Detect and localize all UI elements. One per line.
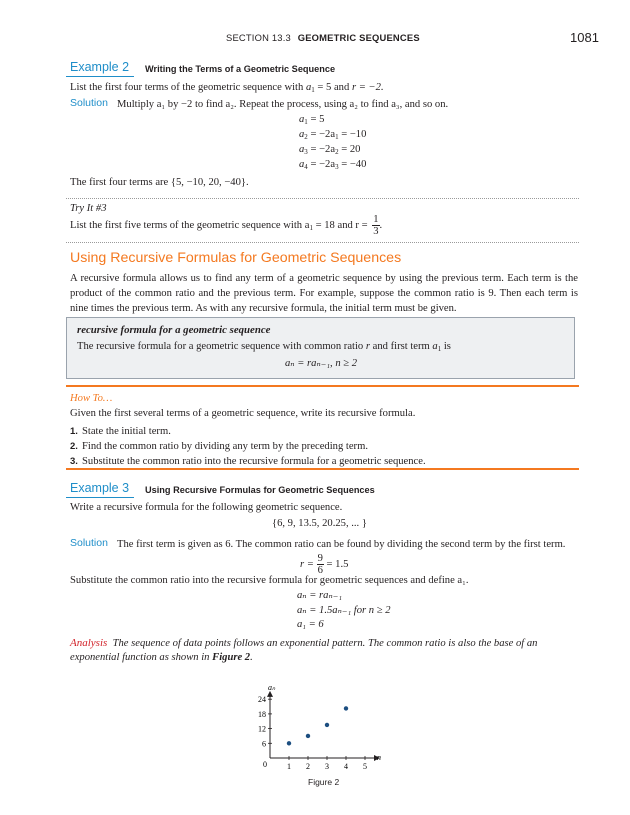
header-section-title: GEOMETRIC SEQUENCES <box>297 32 420 43</box>
example3-label: Example 3 <box>70 481 130 495</box>
example2-underline <box>66 76 134 77</box>
example3-formula-3: a₁ = 6 <box>297 619 324 630</box>
howto-top-rule <box>66 385 579 387</box>
tryit-bottom-divider <box>66 242 579 243</box>
example3-underline <box>66 497 134 498</box>
x-tick-label: 4 <box>344 762 348 771</box>
example2-line-2: $a_2 = -2a_1 = -10$ <box>299 129 367 141</box>
howto-step: 2. Find the common ratio by dividing any term by the preceding term. <box>70 441 368 452</box>
y-tick-label: 6 <box>262 739 266 749</box>
example2-line-3: $a_3 = -2a_2 = 20$ <box>299 144 361 156</box>
tryit-label: Try It #3 <box>70 203 107 214</box>
example2-line-4: $a_4 = -2a_3 = -40$ <box>299 159 367 171</box>
data-point <box>344 706 348 710</box>
x-axis-label: n <box>377 753 381 762</box>
howto-label: How To… <box>70 393 113 404</box>
data-point <box>306 734 310 738</box>
example3-formula-1: aₙ = raₙ₋₁ <box>297 590 343 601</box>
header-section-number: SECTION 13.3 <box>226 32 291 43</box>
example3-solution-text: The first term is given as 6. The common ratio can be found by dividing the second term by the first term. <box>117 539 566 550</box>
data-point <box>325 723 329 727</box>
example3-title: Using Recursive Formulas for Geometric Sequences <box>145 485 375 495</box>
example2-problem: List the first four terms of the geometric sequence with $a_1 = 5$ and r = −2. <box>70 82 384 94</box>
tryit-top-divider <box>66 198 579 199</box>
example2-label: Example 2 <box>70 60 130 74</box>
data-point <box>287 741 291 745</box>
x-tick-label: 2 <box>306 762 310 771</box>
howto-step: 3. Substitute the common ratio into the recursive formula for a geometric sequence. <box>70 456 426 467</box>
example3-sequence: {6, 9, 13.5, 20.25, ... } <box>272 518 367 529</box>
analysis-label: Analysis <box>70 637 108 649</box>
origin-label: 0 <box>263 760 267 769</box>
y-tick-label: 24 <box>258 695 266 705</box>
formula-box-text: The recursive formula for a geometric sequence with common ratio r and first term $a_1$ is <box>77 341 451 353</box>
x-tick-label: 1 <box>287 762 291 771</box>
example3-substitute: Substitute the common ratio into the recursive formula for geometric sequences and define a₁. <box>70 575 469 586</box>
howto-bottom-rule <box>66 468 579 470</box>
section-paragraph: A recursive formula allows us to find any term of a geometric sequence by using the previous term. Each term is the product of the common ratio and the previous term. For example, suppose the common ratio is 9. Then each term is nine times the previous term. As with any recursive formula, the initial term must be given. <box>70 273 578 314</box>
example3-problem: Write a recursive formula for the following geometric sequence. <box>70 502 343 513</box>
example2-conclusion: The first four terms are {5, −10, 20, −40}. <box>70 177 249 188</box>
formula-box <box>66 317 575 379</box>
example2-title: Writing the Terms of a Geometric Sequence <box>145 64 336 74</box>
x-tick-label: 3 <box>325 762 329 771</box>
section-heading: Using Recursive Formulas for Geometric Sequences <box>70 250 402 266</box>
y-axis-label: aₙ <box>268 682 276 692</box>
example2-line-1: $a_1 = 5$ <box>299 114 325 126</box>
formula-box-title: recursive formula for a geometric sequence <box>77 324 271 336</box>
example3-analysis: Analysis The sequence of data points follows an exponential pattern. The common ratio is also the base of an exponential function as shown in Figure 2. <box>70 637 538 663</box>
example2-solution-label: Solution <box>70 97 108 109</box>
howto-steps <box>70 424 426 469</box>
example2-solution-text: Multiply a₁ by −2 to find a₂. Repeat the process, using a₂ to find a₃, and so on. <box>117 99 449 110</box>
example3-solution-label: Solution <box>70 537 108 549</box>
howto-step: 1. State the initial term. <box>70 426 171 437</box>
example3-formula-2: aₙ = 1.5aₙ₋₁ for n ≥ 2 <box>297 605 391 616</box>
running-header <box>226 32 420 43</box>
tryit-text: List the first five terms of the geometric sequence with $a_1 = 18$ and r = $\frac{1}{3}$ . <box>70 214 383 237</box>
formula-box-formula: aₙ = raₙ₋₁, n ≥ 2 <box>285 358 358 369</box>
x-tick-label: 5 <box>363 762 367 771</box>
figure2-chart <box>240 660 390 775</box>
howto-intro: Given the first several terms of a geometric sequence, write its recursive formula. <box>70 408 416 419</box>
figure2-caption: Figure 2 <box>308 777 340 787</box>
page-number: 1081 <box>570 30 599 45</box>
y-tick-label: 18 <box>258 709 266 719</box>
y-tick-label: 12 <box>258 724 266 734</box>
example3-ratio: r = $\frac{9}{6}$ = 1.5 <box>300 553 349 576</box>
